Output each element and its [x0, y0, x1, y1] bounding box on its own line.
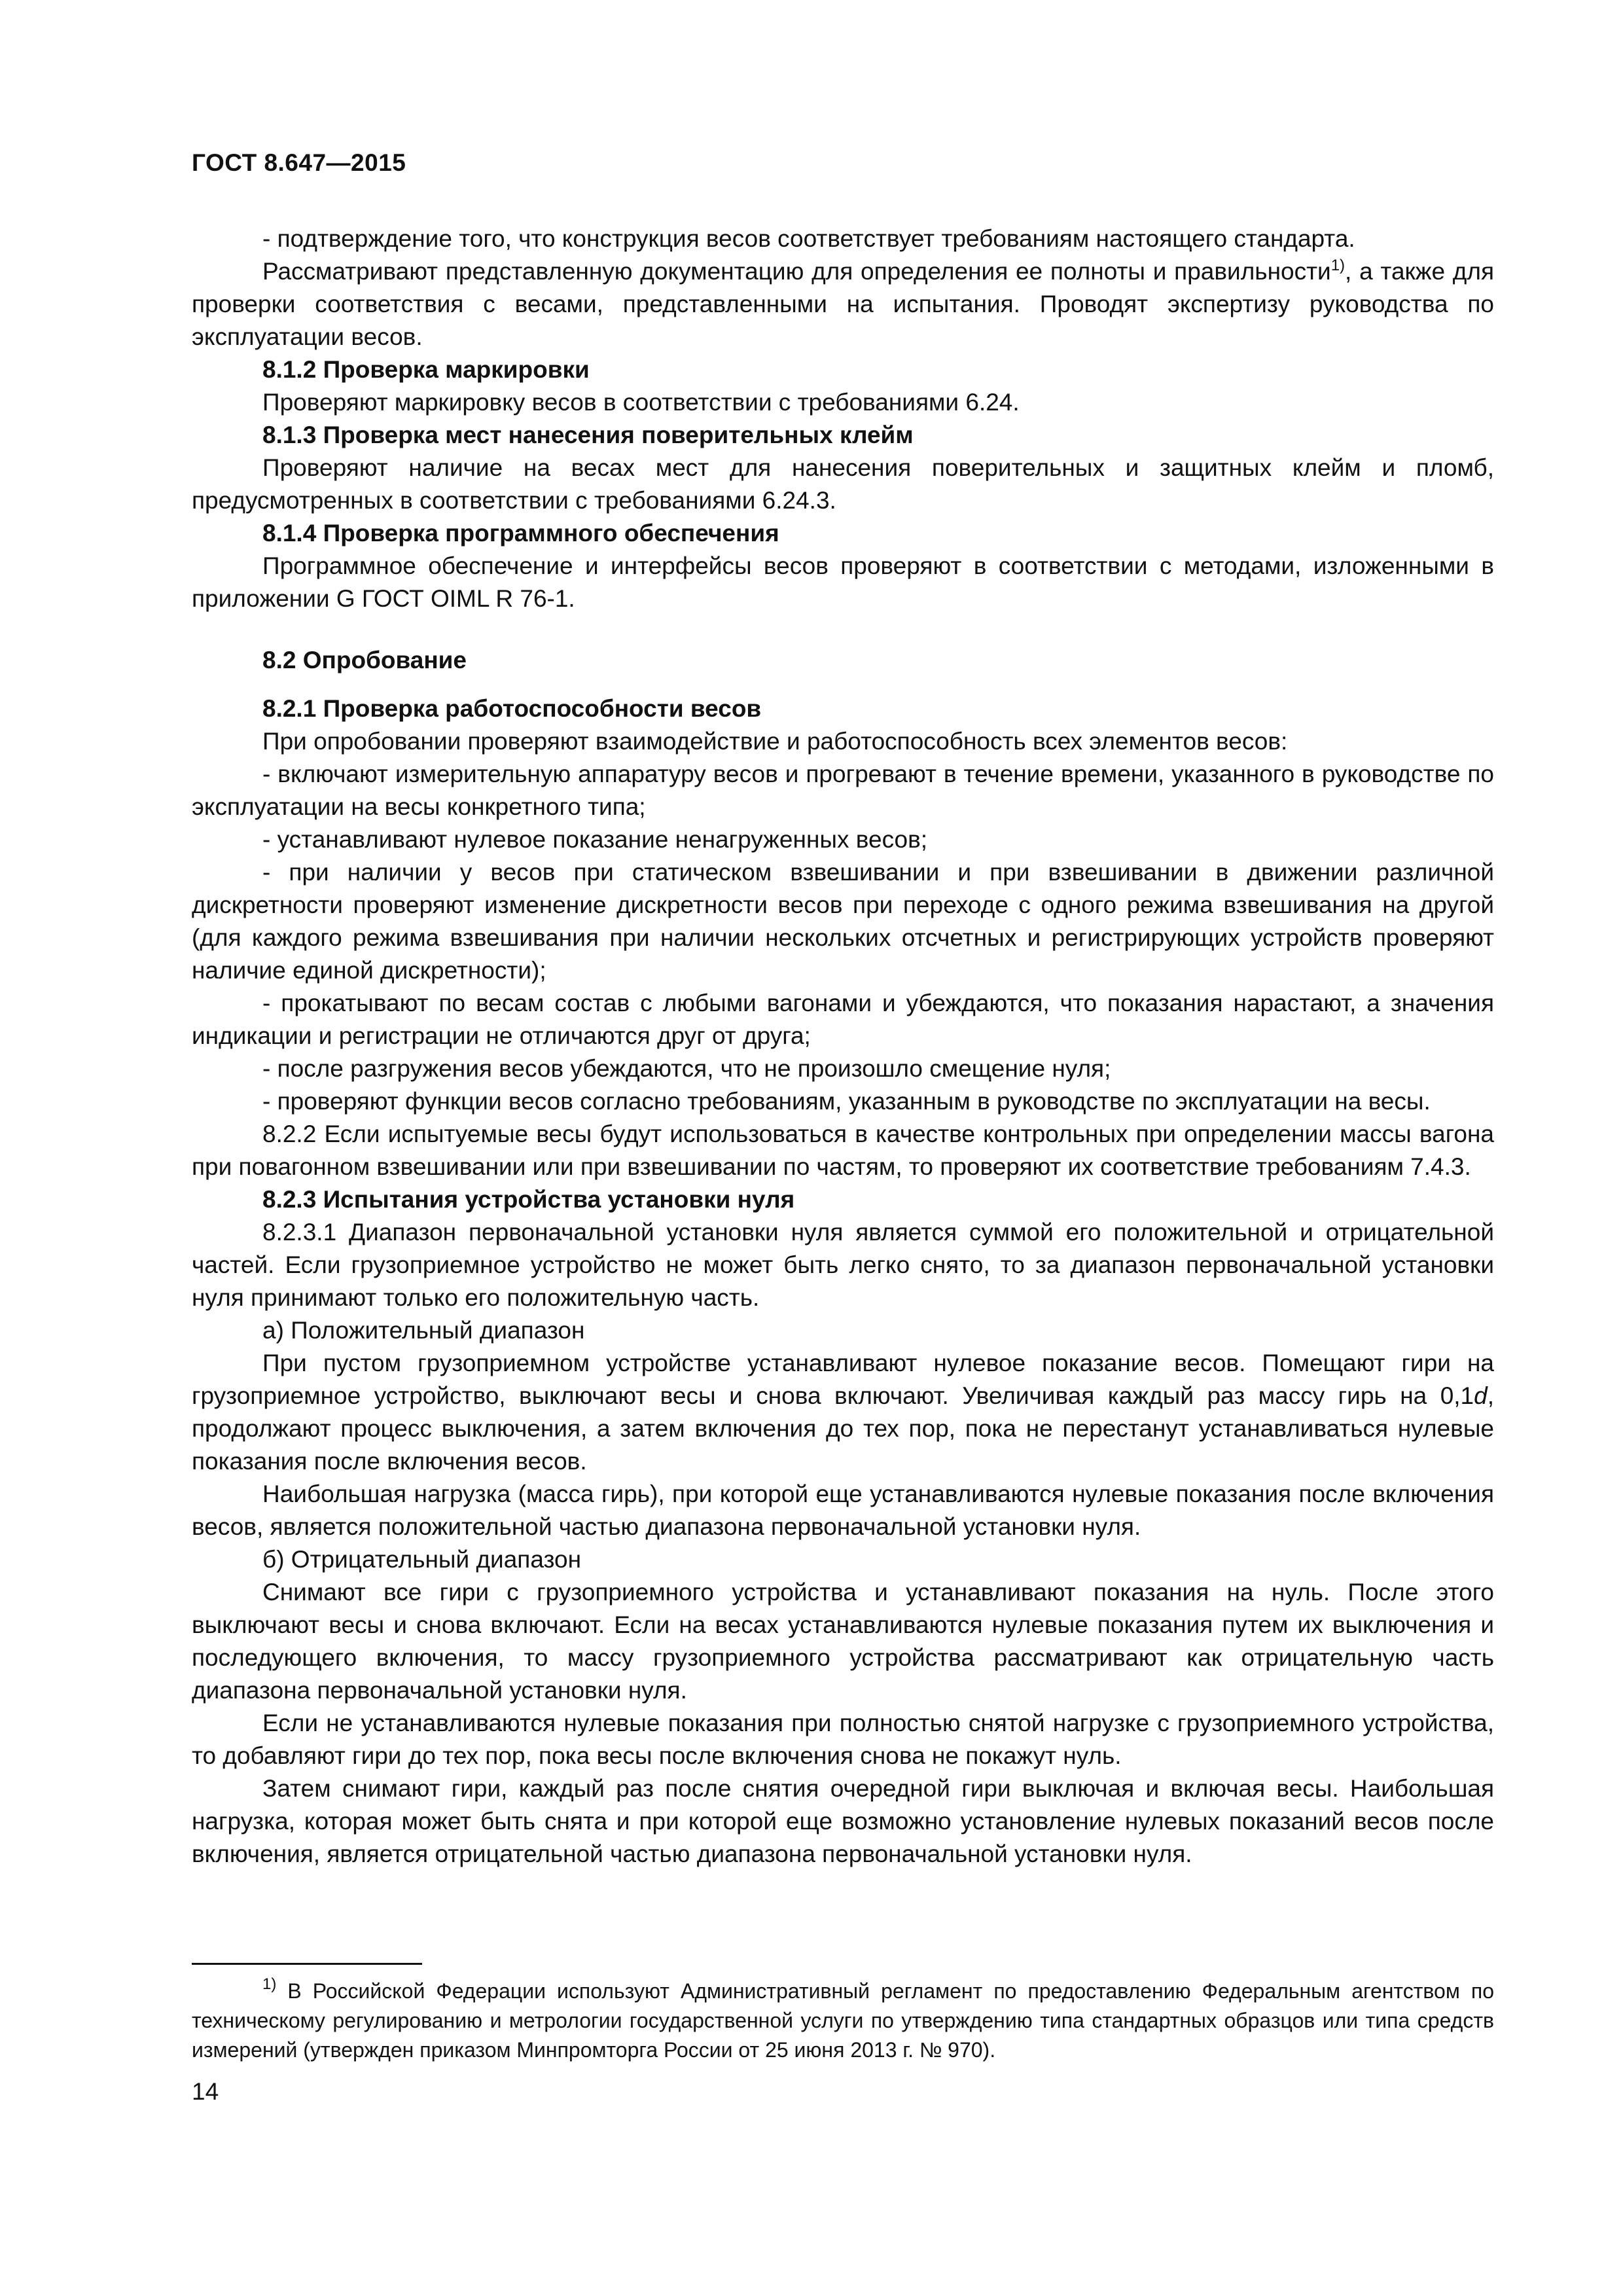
italic-symbol: d — [1474, 1382, 1488, 1409]
footnote-text: В Российской Федерации используют Административный регламент по предоставлению Федеральным агентством по техническому регулированию и метрологии государственной услуги по утверждению типа стандартных образцов или типа средств измерений (утвержден приказом Минпромторга России от 25 июня 2013 г. № 970). — [192, 1979, 1494, 2062]
paragraph: Проверяют наличие на весах мест для нанесения поверительных и защитных клейм и пломб, предусмотренных в соответствии с требованиями 6.24.3. — [192, 454, 1494, 514]
section-heading-8-2-1: 8.2.1 Проверка работоспособности весов — [262, 695, 762, 722]
section-heading-8-1-4: 8.1.4 Проверка программного обеспечения — [262, 520, 779, 547]
footnote-reference[interactable]: 1) — [1330, 257, 1346, 274]
paragraph-text: При пустом грузоприемном устройстве устанавливают нулевое показание весов. Помещают гири на грузоприемное устройство, выключают весы и снова включают. Увеличивая каждый раз массу гирь на 0,1 — [192, 1350, 1494, 1409]
page-body — [192, 223, 1494, 1871]
footnote — [192, 1977, 1494, 2065]
paragraph-text: Рассматривают представленную документацию для определения ее полноты и правильности — [262, 258, 1331, 285]
paragraph: Затем снимают гири, каждый раз после снятия очередной гири выключая и включая весы. Наибольшая нагрузка, которая может быть снята и при которой еще возможно установление нулевых показаний весов после включения, является отрицательной частью диапазона первоначальной установки нуля. — [192, 1775, 1494, 1867]
page-number: 14 — [192, 2078, 219, 2105]
paragraph-text: , продолжают процесс выключения, а затем включения до тех пор, пока не перестанут устанавливаться нулевые показания после включения весов. — [192, 1382, 1494, 1475]
list-item: - прокатывают по весам состав с любыми вагонами и убеждаются, что показания нарастают, а значения индикации и регистрации не отличаются друг от друга; — [192, 990, 1494, 1049]
section-heading-8-1-3: 8.1.3 Проверка мест нанесения поверительных клейм — [262, 422, 914, 448]
section-heading-8-2: 8.2 Опробование — [262, 647, 467, 673]
paragraph: Проверяют маркировку весов в соответствии с требованиями 6.24. — [262, 389, 1020, 416]
paragraph: Наибольшая нагрузка (масса гирь), при которой еще устанавливаются нулевые показания после включения весов, является положительной частью диапазона первоначальной установки нуля. — [192, 1480, 1494, 1540]
paragraph: Снимают все гири с грузоприемного устройства и устанавливают показания на нуль. После этого выключают весы и снова включают. Если на весах устанавливаются нулевые показания путем их выключения и последующего включения, то массу грузоприемного устройства рассматривают как отрицательную часть диапазона первоначальной установки нуля. — [192, 1579, 1494, 1704]
paragraph-text: , а также для проверки соответствия с весами, представленными на испытания. Проводят экспертизу руководства по эксплуатации весов. — [192, 258, 1494, 350]
paragraph: 8.2.3.1 Диапазон первоначальной установки нуля является суммой его положительной и отрицательной частей. Если грузоприемное устройство не может быть легко снято, то за диапазон первоначальной установки нуля принимают только его положительную часть. — [192, 1219, 1494, 1311]
paragraph — [192, 1347, 1494, 1478]
list-item: - устанавливают нулевое показание ненагруженных весов; — [262, 826, 928, 853]
footnote-divider — [192, 1963, 422, 1965]
subsection-label: б) Отрицательный диапазон — [262, 1546, 582, 1573]
list-item: - проверяют функции весов согласно требованиям, указанным в руководстве по эксплуатации на весы. — [262, 1088, 1431, 1115]
subsection-label: а) Положительный диапазон — [262, 1317, 585, 1344]
section-heading-8-2-3: 8.2.3 Испытания устройства установки нуля — [262, 1186, 795, 1213]
paragraph: 8.2.2 Если испытуемые весы будут использоваться в качестве контрольных при определении массы вагона при повагонном взвешивании или при взвешивании по частям, то проверяют их соответствие требованиям 7.4.3. — [192, 1121, 1494, 1180]
paragraph: - подтверждение того, что конструкция весов соответствует требованиям настоящего стандарта. — [262, 225, 1355, 252]
list-item: - включают измерительную аппаратуру весов и прогревают в течение времени, указанного в руководстве по эксплуатации на весы конкретного типа; — [192, 761, 1494, 820]
footnote-marker: 1) — [262, 1975, 277, 1993]
paragraph — [192, 255, 1494, 353]
paragraph: Если не устанавливаются нулевые показания при полностью снятой нагрузке с грузоприемного устройства, то добавляют гири до тех пор, пока весы после включения снова не покажут нуль. — [192, 1710, 1494, 1769]
paragraph: При опробовании проверяют взаимодействие и работоспособность всех элементов весов: — [262, 728, 1288, 755]
page-header: ГОСТ 8.647—2015 — [192, 149, 406, 176]
document-page — [192, 0, 1494, 2296]
list-item: - при наличии у весов при статическом взвешивании и при взвешивании в движении различной дискретности проверяют изменение дискретности весов при переходе с одного режима взвешивания на другой (для каждого режима взвешивания при наличии нескольких отсчетных и регистрирующих устройств проверяют наличие единой дискретности); — [192, 859, 1494, 984]
list-item: - после разгружения весов убеждаются, что не произошло смещение нуля; — [262, 1055, 1111, 1082]
section-heading-8-1-2: 8.1.2 Проверка маркировки — [262, 356, 590, 383]
paragraph: Программное обеспечение и интерфейсы весов проверяют в соответствии с методами, изложенными в приложении G ГОСТ OIML R 76-1. — [192, 552, 1494, 612]
